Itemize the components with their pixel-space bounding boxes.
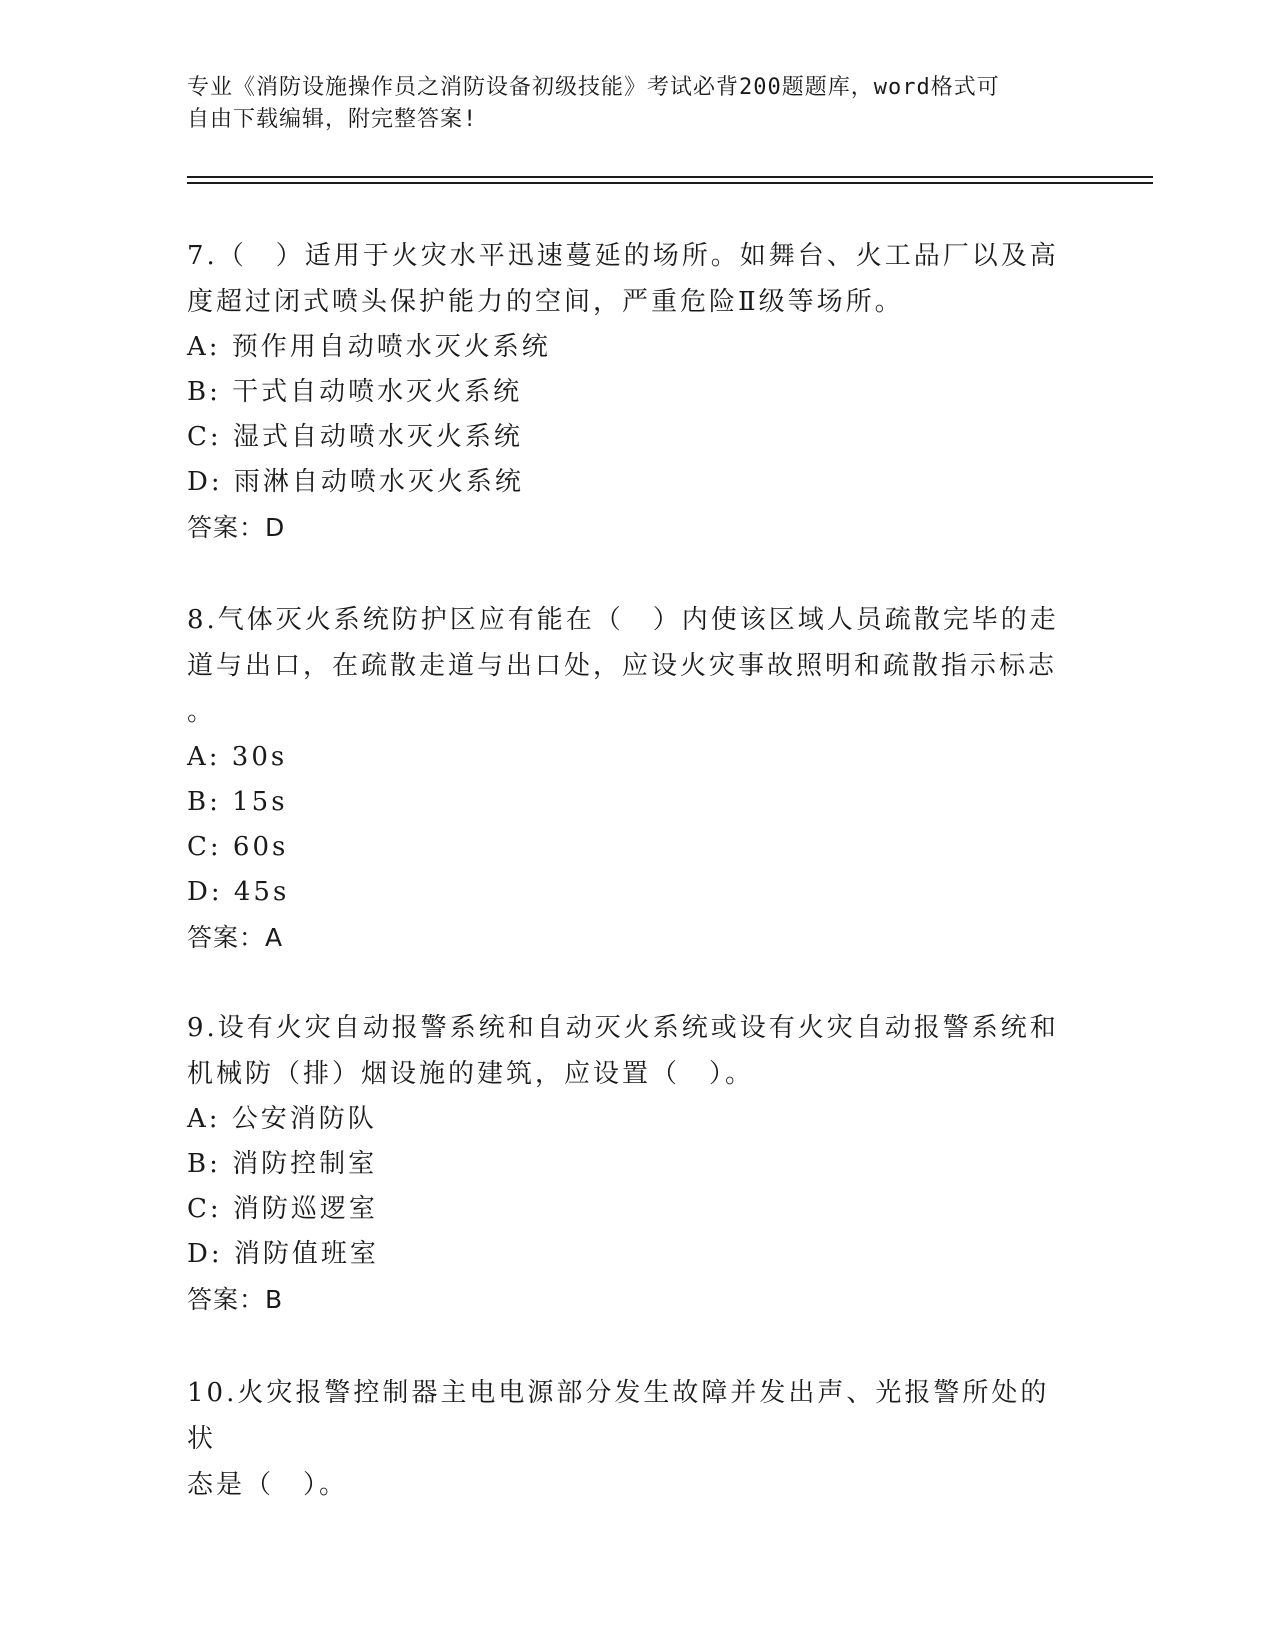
question-stem-line: 道与出口，在疏散走道与出口处，应设火灾事故照明和疏散指示标志 (187, 651, 1058, 681)
answer: 答案：B (187, 1285, 284, 1314)
question-stem-line: 。 (187, 697, 217, 727)
question-stem-line: 10.火灾报警控制器主电电源部分发生故障并发出声、光报警所处的状 (187, 1378, 1050, 1454)
option-d: D: 雨淋自动喷水灭火系统 (187, 467, 524, 497)
question-stem-line: 机械防（排）烟设施的建筑，应设置（ ）。 (187, 1059, 755, 1089)
document-header (187, 72, 1067, 136)
question-10 (187, 1370, 1067, 1508)
option-b: B: 干式自动喷水灭火系统 (187, 377, 523, 407)
question-stem-line: 态是（ ）。 (187, 1470, 349, 1500)
answer: 答案：A (187, 923, 284, 952)
question-stem-line: 8.气体灭火系统防护区应有能在（ ）内使该区域人员疏散完毕的走 (187, 605, 1059, 635)
option-b: B: 15s (187, 787, 288, 817)
option-a: A: 30s (187, 742, 288, 772)
question-stem-line: 7.（ ）适用于火灾水平迅速蔓延的场所。如舞台、火工品厂以及高 (187, 241, 1059, 271)
question-stem-line: 度超过闭式喷头保护能力的空间，严重危险Ⅱ级等场所。 (187, 287, 904, 317)
option-a: A: 预作用自动喷水灭火系统 (187, 332, 551, 362)
answer: 答案：D (187, 513, 286, 542)
option-d: D: 消防值班室 (187, 1239, 379, 1269)
question-7 (187, 233, 1067, 550)
header-line: 自由下载编辑，附完整答案! (187, 107, 478, 132)
question-stem-line: 9.设有火灾自动报警系统和自动灭火系统或设有火灾自动报警系统和 (187, 1013, 1059, 1043)
option-c: C: 湿式自动喷水灭火系统 (187, 422, 523, 452)
option-b: B: 消防控制室 (187, 1149, 378, 1179)
option-c: C: 60s (187, 832, 289, 862)
question-9 (187, 1005, 1067, 1322)
option-d: D: 45s (187, 877, 290, 907)
option-c: C: 消防巡逻室 (187, 1194, 378, 1224)
header-divider (187, 176, 1153, 178)
question-8 (187, 597, 1067, 960)
header-divider (187, 182, 1153, 184)
header-line: 专业《消防设施操作员之消防设备初级技能》考试必背200题题库，word格式可 (187, 75, 1000, 100)
option-a: A: 公安消防队 (187, 1104, 377, 1134)
